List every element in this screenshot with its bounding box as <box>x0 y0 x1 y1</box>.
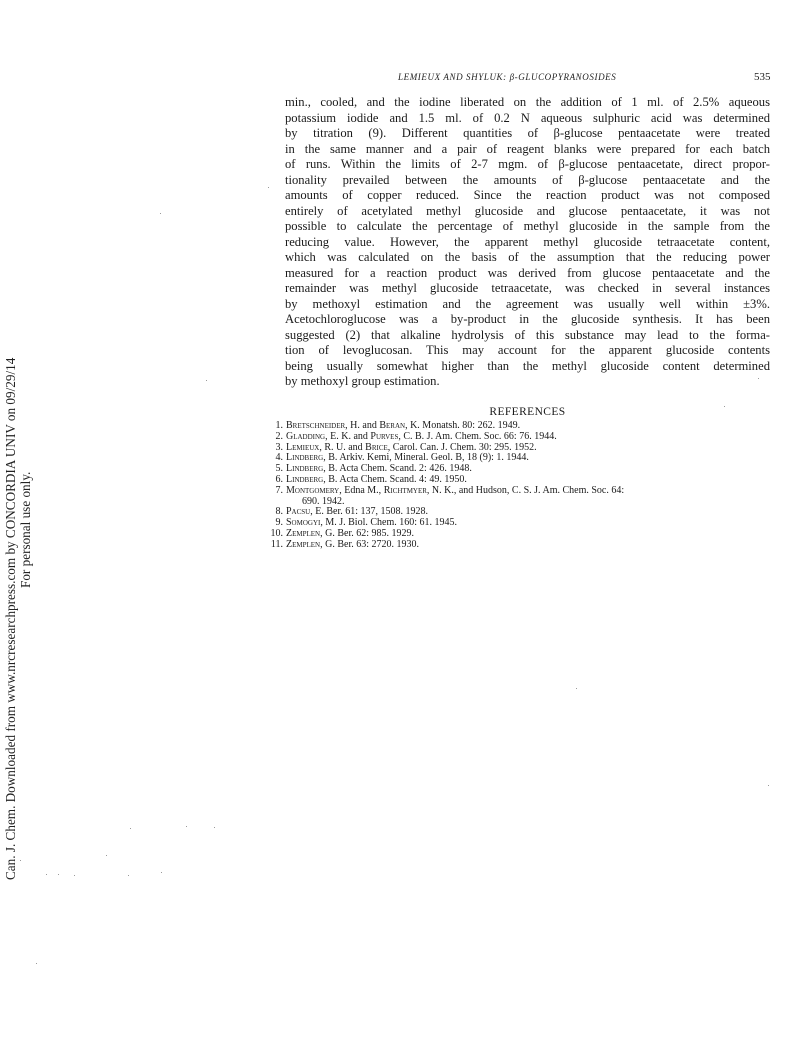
scan-speck <box>130 828 131 829</box>
scan-speck <box>46 874 47 875</box>
reference-list <box>270 421 775 551</box>
body-line: possible to calculate the percentage of methyl glucoside in the sample from the <box>285 219 770 233</box>
body-line: suggested (2) that alkaline hydrolysis of this substance may lead to the forma- <box>285 327 770 342</box>
body-line: remainder was methyl glucoside tetraacetate, was checked in several instances <box>285 281 770 295</box>
reference-author: Somogyi <box>286 517 321 529</box>
reference-item <box>270 540 775 551</box>
body-line: in the same manner and a pair of reagent blanks were prepared for each batch <box>285 141 770 156</box>
reference-author: Lindberg <box>286 463 324 475</box>
scan-speck <box>758 378 759 379</box>
reference-text: , Carol. Can. J. Chem. 30: 295. 1952. <box>387 441 537 453</box>
reference-author: Zemplen <box>286 538 321 550</box>
reference-number: 10. <box>270 527 283 539</box>
personal-use-line: For personal use only. <box>17 471 33 588</box>
reference-text: , N. K., and Hudson, C. S. J. Am. Chem. Soc. 64: <box>426 484 625 496</box>
body-line: entirely of acetylated methyl glucoside and glucose pentaacetate, it was not <box>285 203 770 218</box>
reference-text: , E. K. and <box>325 430 371 442</box>
reference-author: Beran <box>379 420 406 431</box>
body-paragraph <box>285 95 770 390</box>
reference-text: , B. Acta Chem. Scand. 4: 49. 1950. <box>323 473 467 485</box>
reference-author: Brice <box>365 441 388 453</box>
body-line: which was calculated on the basis of the assumption that the reducing power <box>285 250 770 264</box>
reference-number: 7. <box>275 484 283 496</box>
reference-text: , R. U. and <box>319 441 366 453</box>
body-line: by methoxyl estimation and the agreement was usually well within ±3%. <box>285 296 770 311</box>
body-line: tionality prevailed between the amounts of β-glucose pentaacetate and the <box>285 172 770 187</box>
scan-speck <box>161 872 162 873</box>
running-head: LEMIEUX AND SHYLUK: β-GLUCOPYRANOSIDES <box>398 72 617 82</box>
reference-number: 8. <box>275 506 283 518</box>
body-line: by titration (9). Different quantities of β-glucose pentaacetate were treated <box>285 126 770 140</box>
scan-speck <box>106 855 107 856</box>
reference-text: , E. Ber. 61: 137, 1508. 1928. <box>310 506 429 518</box>
reference-author: Richtmyer <box>383 484 427 496</box>
reference-number: 1. <box>275 420 283 431</box>
reference-author: Bretschneider <box>286 420 346 431</box>
scan-speck <box>36 963 37 964</box>
reference-author: Pacsu <box>286 506 311 518</box>
body-line: of runs. Within the limits of 2-7 mgm. of β-glucose pentaacetate, direct propor- <box>285 157 770 171</box>
body-line: measured for a reaction product was derived from glucose pentaacetate and the <box>285 265 770 280</box>
reference-text: , B. Arkiv. Kemi, Mineral. Geol. B, 18 (9): 1. 1944. <box>323 452 529 464</box>
reference-number: 2. <box>275 430 283 442</box>
scan-speck <box>128 875 129 876</box>
reference-text: , H. and <box>345 420 380 431</box>
scan-speck <box>576 688 577 689</box>
download-stamp-line: Can. J. Chem. Downloaded from www.nrcresearchpress.com by CONCORDIA UNIV on 09/29/14 <box>3 357 18 880</box>
reference-text: , G. Ber. 63: 2720. 1930. <box>320 538 419 550</box>
reference-text: , K. Monatsh. 80: 262. 1949. <box>405 420 521 431</box>
reference-author: Lindberg <box>286 473 324 485</box>
reference-text: , C. B. J. Am. Chem. Soc. 66: 76. 1944. <box>398 430 557 442</box>
body-line: being usually somewhat higher than the methyl glucoside content determined <box>285 358 770 373</box>
reference-author: Gladding <box>286 430 326 442</box>
reference-author: Zemplen <box>286 527 321 539</box>
reference-item <box>270 486 775 508</box>
reference-number: 6. <box>275 473 283 485</box>
reference-text: , M. J. Biol. Chem. 160: 61. 1945. <box>320 517 458 529</box>
scan-speck <box>268 187 269 188</box>
reference-number: 4. <box>275 452 283 464</box>
reference-number: 5. <box>275 463 283 475</box>
reference-number: 9. <box>275 517 283 529</box>
scan-speck <box>768 785 769 786</box>
body-line: amounts of copper reduced. Since the reaction product was not composed <box>285 188 770 202</box>
reference-number: 3. <box>275 441 283 453</box>
download-stamp <box>4 358 33 880</box>
body-line: min., cooled, and the iodine liberated on the addition of 1 ml. of 2.5% aqueous <box>285 95 770 109</box>
references-heading: REFERENCES <box>489 406 566 418</box>
reference-author: Lemieux <box>286 441 320 453</box>
reference-number: 11. <box>270 538 283 550</box>
scan-speck <box>20 860 21 861</box>
scan-speck <box>186 826 187 827</box>
reference-text: , Edna M., <box>339 484 384 496</box>
reference-text: , G. Ber. 62: 985. 1929. <box>320 527 414 539</box>
body-line: potassium iodide and 1.5 ml. of 0.2 N aqueous sulphuric acid was determined <box>285 110 770 125</box>
reference-author: Purves <box>370 430 399 442</box>
page-number: 535 <box>754 71 771 83</box>
body-line: Acetochloroglucose was a by-product in the glucoside synthesis. It has been <box>285 312 770 326</box>
scan-speck <box>724 406 725 407</box>
scan-speck <box>74 875 75 876</box>
reference-text: , B. Acta Chem. Scand. 2: 426. 1948. <box>323 463 472 475</box>
reference-continuation: 690. 1942. <box>302 495 345 507</box>
body-line: by methoxyl group estimation. <box>285 374 440 388</box>
body-line: reducing value. However, the apparent methyl glucoside tetraacetate content, <box>285 234 770 249</box>
reference-author: Lindberg <box>286 452 324 464</box>
scan-speck <box>160 213 161 214</box>
reference-author: Montgomery <box>286 484 340 496</box>
body-line: tion of levoglucosan. This may account for the apparent glucoside contents <box>285 343 770 357</box>
scan-speck <box>214 827 215 828</box>
scan-speck <box>206 380 207 381</box>
scan-speck <box>58 874 59 875</box>
